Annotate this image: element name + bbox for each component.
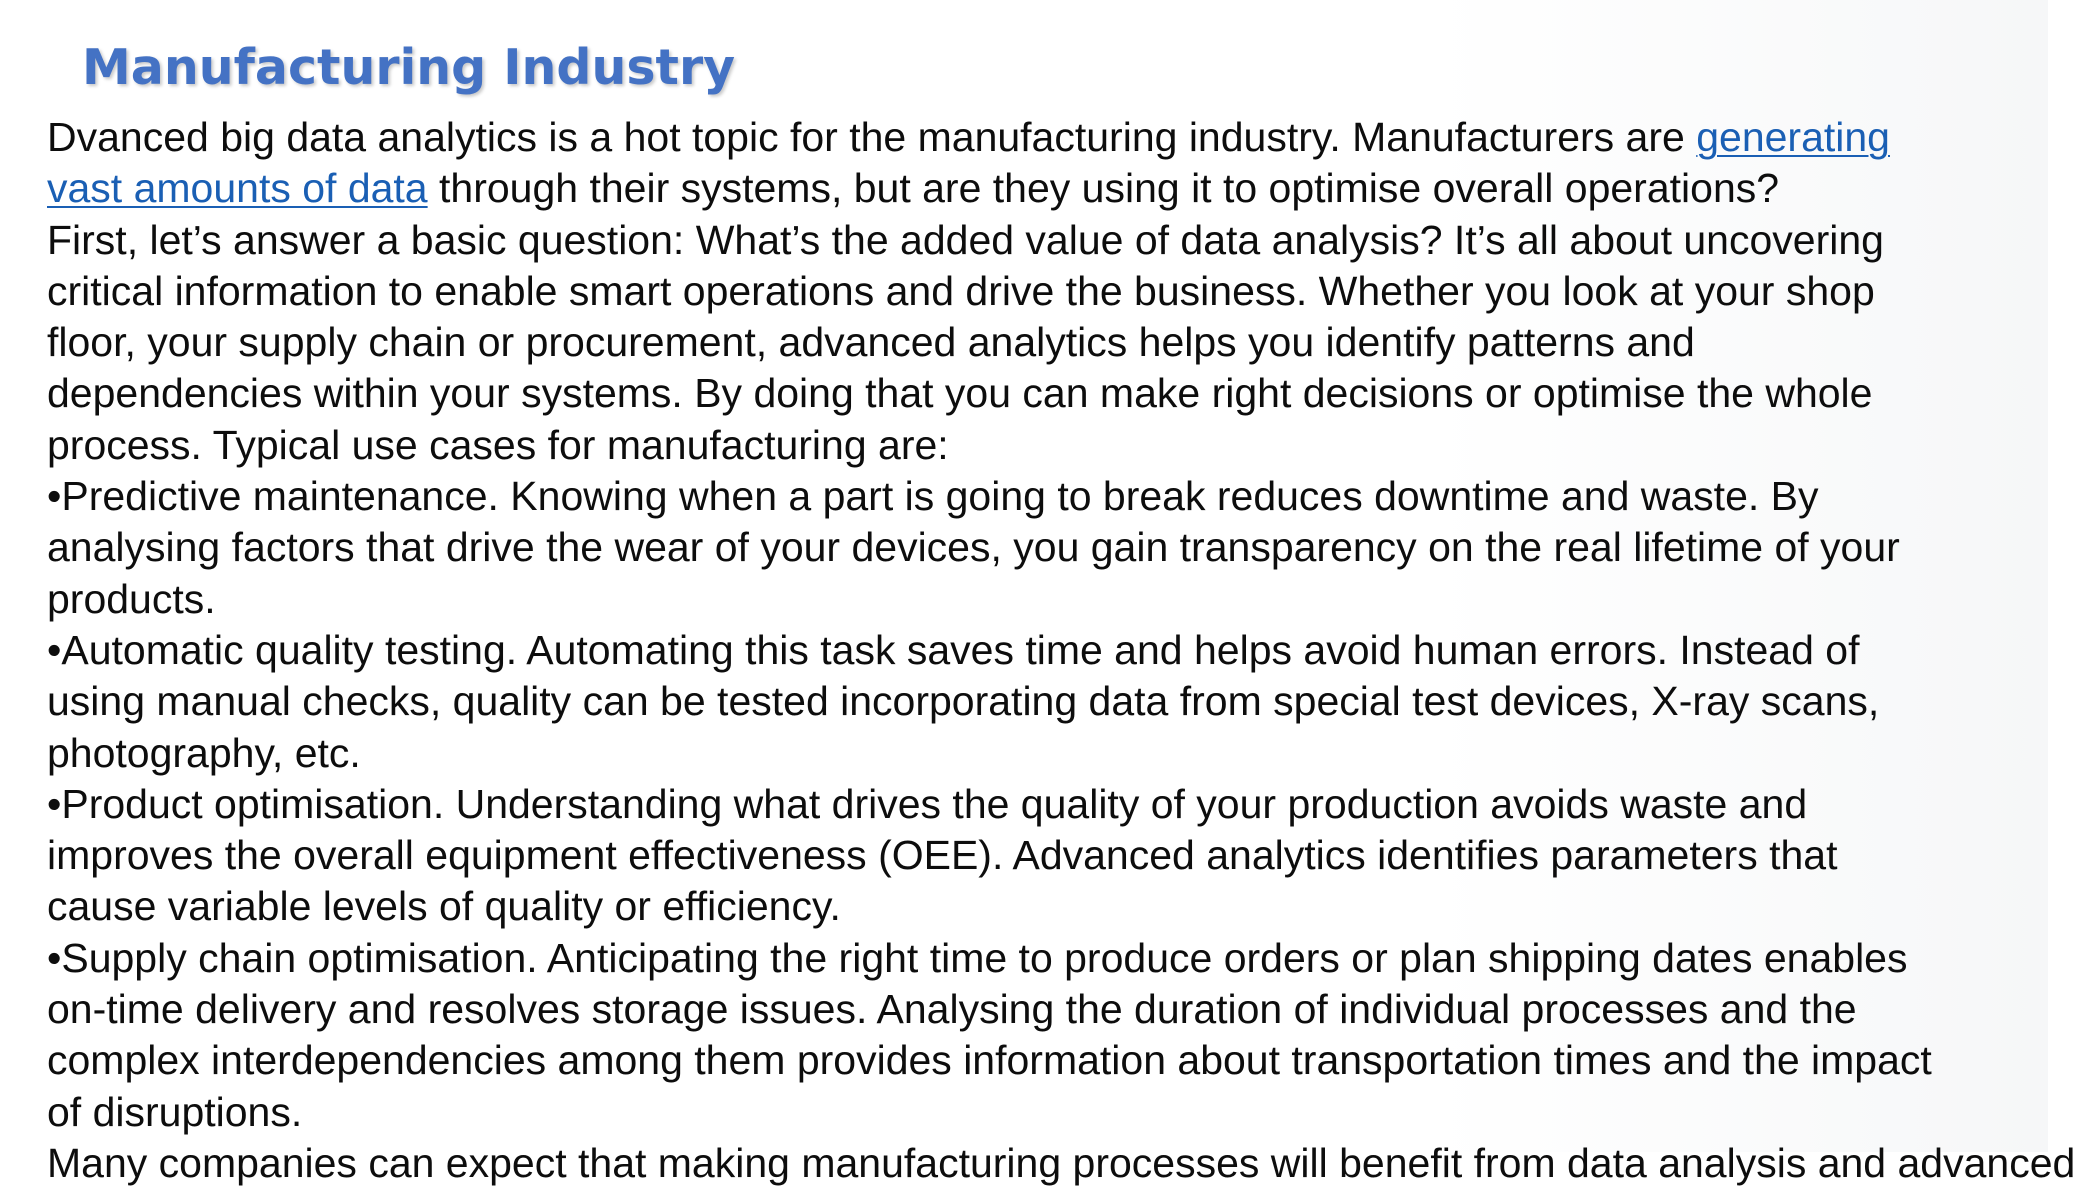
paragraph-line: critical information to enable smart operations and drive the business. Whether you look at your shop	[47, 267, 1875, 314]
intro-line-2	[47, 163, 2032, 214]
paragraph-line: First, let’s answer a basic question: What’s the added value of data analysis? It’s all about uncovering	[47, 216, 1884, 263]
slide-title: Manufacturing Industry	[82, 39, 736, 96]
intro-text-continued: through their systems, but are they using it to optimise overall operations?	[427, 165, 1780, 212]
bullet-quality-testing-line: using manual checks, quality can be tested incorporating data from special test devices, X-ray scans,	[47, 678, 1880, 725]
bullet-supply-chain-line: •Supply chain optimisation. Anticipating the right time to produce orders or plan shipping dates enables	[47, 934, 1908, 981]
bullet-predictive-maintenance-line: analysing factors that drive the wear of your devices, you gain transparency on the real lifetime of your	[47, 524, 1900, 571]
bullet-predictive-maintenance-line: products.	[47, 575, 216, 622]
bullet-supply-chain-line: of disruptions.	[47, 1088, 303, 1135]
bullet-product-optimisation-line: •Product optimisation. Understanding what drives the quality of your production avoids waste and	[47, 780, 1808, 827]
paragraph-line: floor, your supply chain or procurement, advanced analytics helps you identify patterns and	[47, 319, 1695, 366]
vast-data-link-part2[interactable]: vast amounts of data	[47, 165, 428, 212]
bullet-product-optimisation-line: improves the overall equipment effectiveness (OEE). Advanced analytics identifies parameters that	[47, 832, 1838, 879]
cutoff-line: Many companies can expect that making manufacturing processes will benefit from data analysis and advanced	[47, 1139, 2075, 1186]
paragraph-line: dependencies within your systems. By doing that you can make right decisions or optimise the whole	[47, 370, 1873, 417]
bullet-supply-chain-line: complex interdependencies among them provides information about transportation times and the impact	[47, 1037, 1932, 1084]
intro-text: Dvanced big data analytics is a hot topic for the manufacturing industry. Manufacturers are	[47, 114, 1697, 160]
slide-body	[47, 112, 2075, 1189]
bullet-quality-testing-line: photography, etc.	[47, 729, 361, 776]
bullet-predictive-maintenance-line: •Predictive maintenance. Knowing when a part is going to break reduces downtime and waste. By	[47, 473, 1819, 520]
bullet-quality-testing-line: •Automatic quality testing. Automating this task saves time and helps avoid human errors. Instead of	[47, 626, 1860, 673]
intro-line-1	[47, 112, 2032, 163]
bullet-product-optimisation-line: cause variable levels of quality or efficiency.	[47, 883, 841, 930]
paragraph-line: process. Typical use cases for manufacturing are:	[47, 421, 949, 468]
vast-data-link-part1[interactable]: generating	[1696, 114, 1890, 160]
bullet-supply-chain-line: on-time delivery and resolves storage issues. Analysing the duration of individual processes and the	[47, 986, 1857, 1033]
